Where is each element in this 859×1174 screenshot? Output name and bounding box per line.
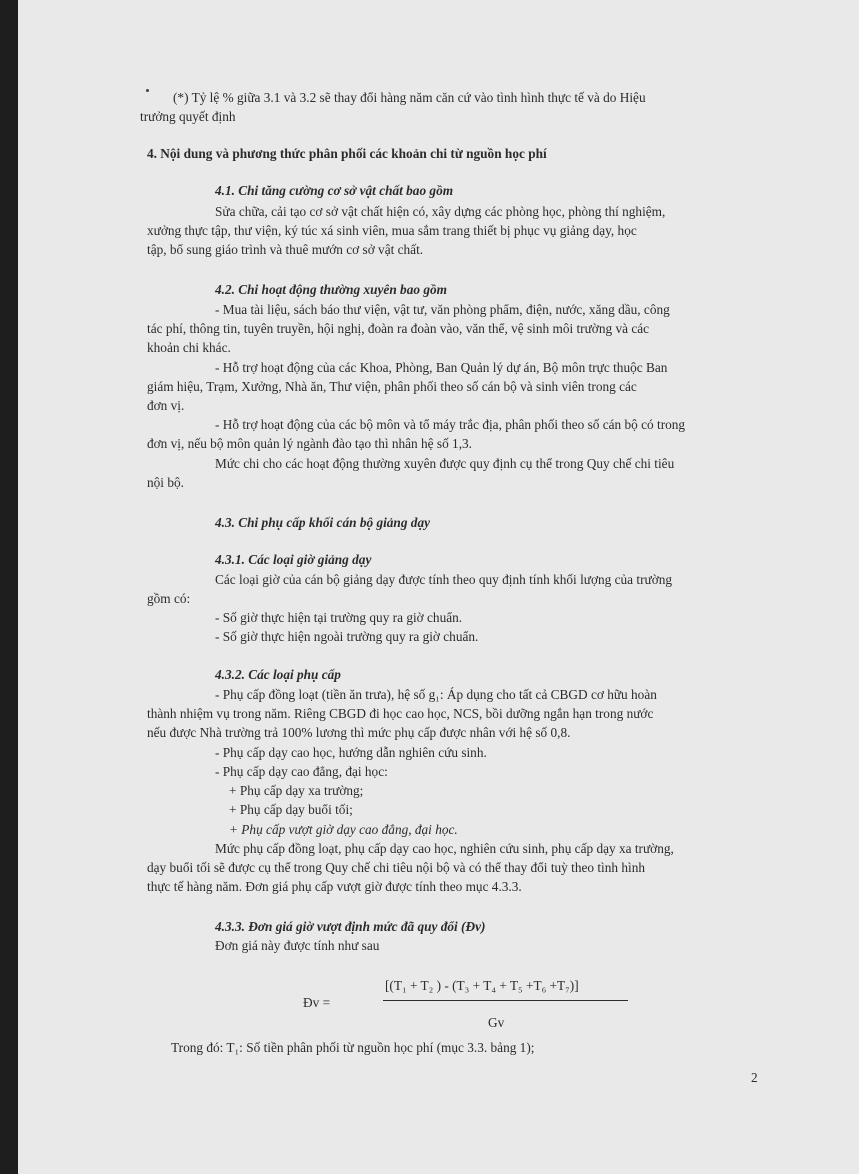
document-page [18,0,859,1174]
section-4-1-heading: 4.1. Chi tăng cường cơ sở vật chất bao gồm [215,183,454,198]
section-4-2-line: - Mua tài liệu, sách báo thư viện, vật tư, văn phòng phẩm, điện, nước, xăng dầu, công [215,302,670,317]
section-4-3-2-line: + Phụ cấp dạy xa trường; [229,783,364,798]
section-4-2-line: nội bộ. [147,475,184,490]
section-4-3-1-heading: 4.3.1. Các loại giờ giảng dạy [215,552,372,567]
section-4-3-heading: 4.3. Chi phụ cấp khối cán bộ giảng dạy [215,515,430,530]
section-4-3-2-line: nếu được Nhà trường trả 100% lương thì mức phụ cấp được nhân với hệ số 0,8. [147,725,571,740]
section-4-3-2-line: + Phụ cấp dạy buổi tối; [229,802,353,817]
formula-numerator: [(T₁ + T₂ ) - (T₃ + T₄ + T₅ +T₆ +T₇)] [385,978,579,993]
section-4-3-2-line: thực tế hàng năm. Đơn giá phụ cấp vượt giờ được tính theo mục 4.3.3. [147,879,522,894]
section-4-3-2-line: + Phụ cấp vượt giờ dạy cao đẳng, đại học. [229,822,458,837]
fraction-bar [383,1000,628,1001]
section-4-2-line: - Hỗ trợ hoạt động của các Khoa, Phòng, Ban Quản lý dự án, Bộ môn trực thuộc Ban [215,360,668,375]
section-4-1-line: tập, bổ sung giáo trình và thuê mướn cơ sở vật chất. [147,242,424,257]
section-4-3-1-line: - Số giờ thực hiện tại trường quy ra giờ chuẩn. [215,610,463,625]
section-4-2-line: khoản chi khác. [147,340,231,355]
page-number: 2 [751,1070,758,1085]
section-4-2-line: - Hỗ trợ hoạt động của các bộ môn và tổ máy trắc địa, phân phối theo số cán bộ có trong [215,417,686,432]
formula-lhs: Đv = [303,995,331,1010]
section-4-3-1-line: Các loại giờ của cán bộ giảng dạy được tính theo quy định tính khối lượng của trường [215,572,673,587]
section-4-2-line: tác phí, thông tin, tuyên truyền, hội nghị, đoàn ra đoàn vào, văn thể, vệ sinh môi trường và các [147,321,650,336]
formula-intro: Đơn giá này được tính như sau [215,938,380,953]
where-line: Trong đó: T₁: Số tiền phân phối từ nguồn học phí (mục 3.3. bảng 1); [171,1040,535,1055]
section-4-2-line: Mức chi cho các hoạt động thường xuyên được quy định cụ thể trong Quy chế chi tiêu [215,456,675,471]
section-4-3-2-line: - Phụ cấp đồng loạt (tiền ăn trưa), hệ số g₁: Áp dụng cho tất cả CBGD cơ hữu hoàn [215,687,657,702]
section-4-3-3-heading: 4.3.3. Đơn giá giờ vượt định mức đã quy đổi (Đv) [215,919,486,934]
section-4-3-2-line: thành nhiệm vụ trong năm. Riêng CBGD đi học cao học, NCS, bồi dưỡng ngắn hạn trong nước [147,706,654,721]
section-4-3-2-line: Mức phụ cấp đồng loạt, phụ cấp dạy cao học, nghiên cứu sinh, phụ cấp dạy xa trường, [215,841,674,856]
footnote-line-1: (*) Tỷ lệ % giữa 3.1 và 3.2 sẽ thay đổi hàng năm căn cứ vào tình hình thực tế và do Hiệu [173,90,646,105]
section-4-2-heading: 4.2. Chi hoạt động thường xuyên bao gồm [215,282,447,297]
section-4-2-line: đơn vị. [147,398,185,413]
section-4-2-line: đơn vị, nếu bộ môn quản lý ngành đào tạo thì nhân hệ số 1,3. [147,436,473,451]
section-4-3-1-line: gồm có: [147,591,191,606]
scan-speck [146,89,149,92]
section-4-3-1-line: - Số giờ thực hiện ngoài trường quy ra giờ chuẩn. [215,629,479,644]
formula-denominator: Gv [488,1015,505,1030]
scan-binding-edge [0,0,18,1174]
section-4-1-line: Sửa chữa, cải tạo cơ sở vật chất hiện có, xây dựng các phòng học, phòng thí nghiệm, [215,204,666,219]
section-4-1-line: xưởng thực tập, thư viện, ký túc xá sinh viên, mua sắm trang thiết bị phục vụ giảng dạy, học [147,223,637,238]
section-4-3-2-heading: 4.3.2. Các loại phụ cấp [215,667,341,682]
section-4-3-2-line: - Phụ cấp dạy cao học, hướng dẫn nghiên cứu sinh. [215,745,487,760]
section-4-heading: 4. Nội dung và phương thức phân phối các khoản chi từ nguồn học phí [147,146,547,161]
section-4-3-2-line: dạy buổi tối sẽ được cụ thể trong Quy chế chi tiêu nội bộ và có thể thay đổi tuỳ theo tình hình [147,860,645,875]
section-4-3-2-line: - Phụ cấp dạy cao đẳng, đại học: [215,764,388,779]
section-4-2-line: giám hiệu, Trạm, Xưởng, Nhà ăn, Thư viện, phân phối theo số cán bộ và sinh viên trong các [147,379,637,394]
footnote-line-2: trưởng quyết định [140,109,236,124]
